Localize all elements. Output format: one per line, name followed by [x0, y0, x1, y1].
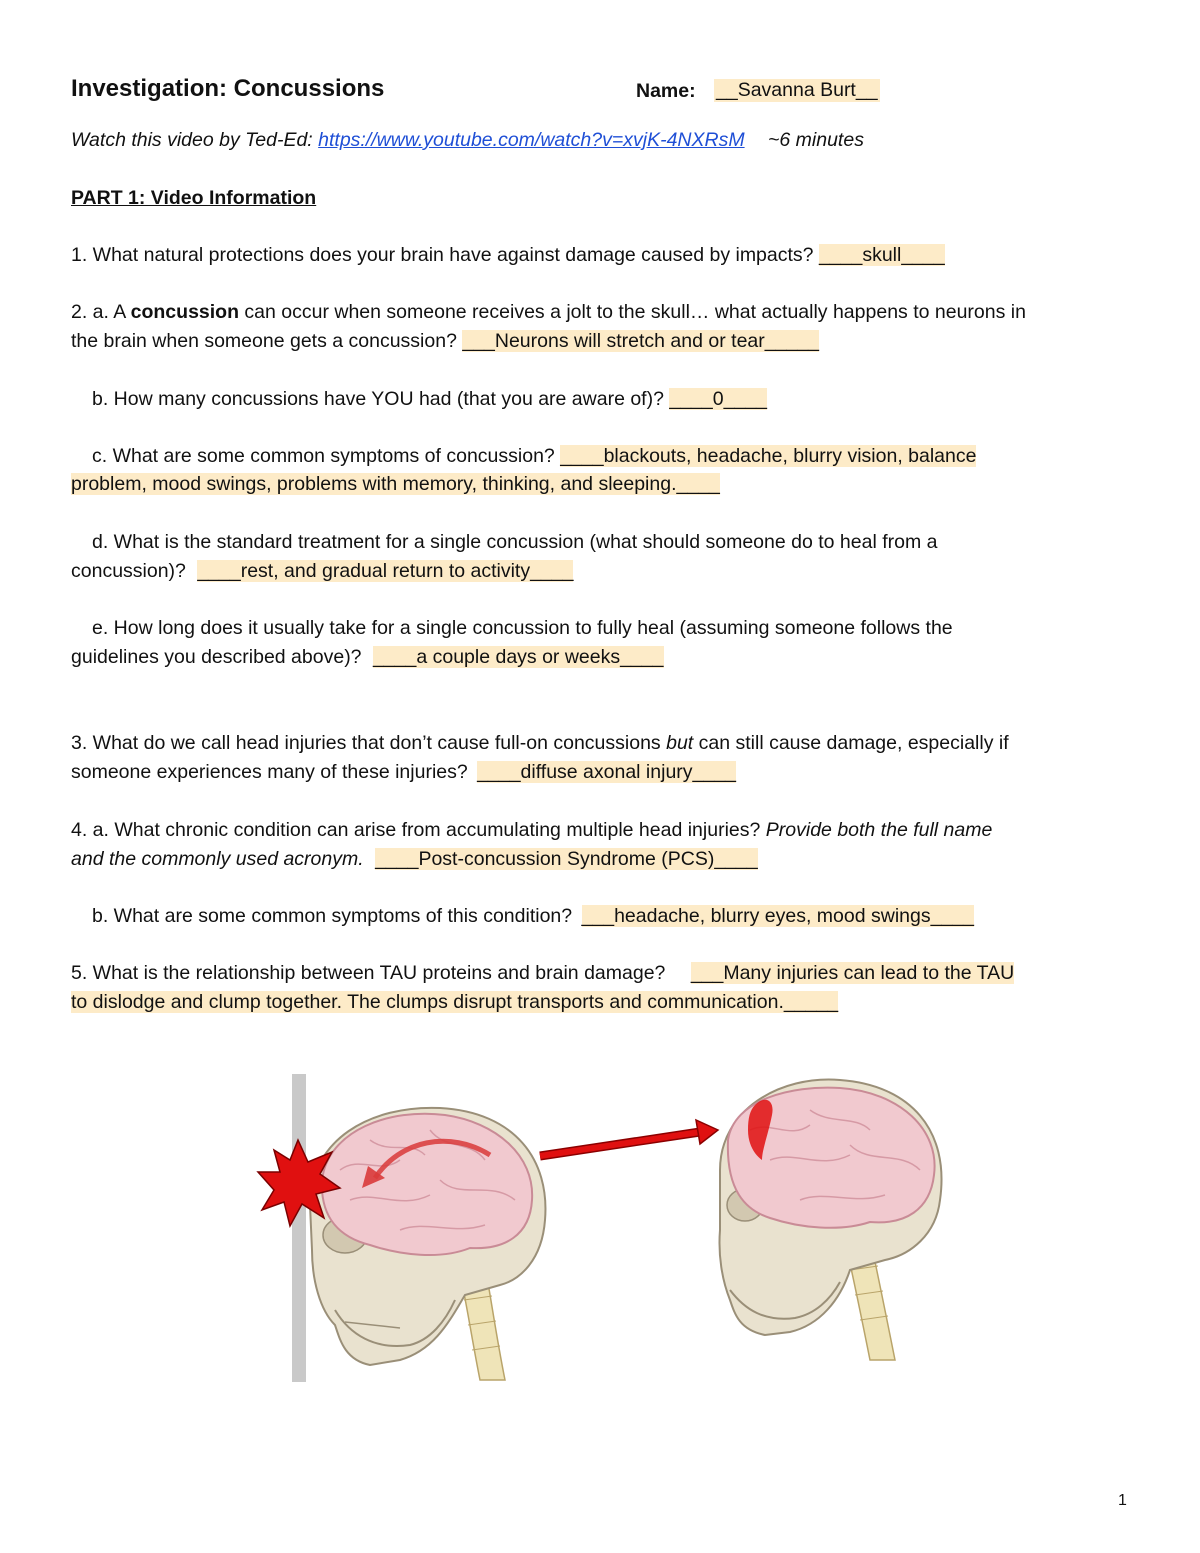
page-title: Investigation: Concussions: [71, 75, 385, 102]
question-4a-italic-2: and the commonly used acronym.: [71, 848, 364, 870]
question-4a-text: 4. a. What chronic condition can arise from accumulating multiple head injuries?: [71, 819, 761, 841]
question-2e-text-2: guidelines you described above)?: [71, 646, 362, 668]
intro-suffix: ~6 minutes: [768, 129, 864, 151]
page-number: 1: [1118, 1492, 1127, 1509]
question-1: [71, 243, 945, 267]
question-2a-prefix: 2. a. A: [71, 301, 126, 323]
question-3-text-b: but: [666, 732, 694, 754]
question-3-text-2: someone experiences many of these injuries?: [71, 761, 468, 783]
left-skull-brain: [310, 1108, 545, 1380]
answer-2c-line2: problem, mood swings, problems with memory, thinking, and sleeping.____: [71, 473, 720, 495]
question-1-text: 1. What natural protections does your brain have against damage caused by impacts?: [71, 244, 814, 266]
name-value: __Savanna Burt__: [716, 79, 878, 101]
question-2b: [92, 387, 767, 411]
question-2c-line2: [71, 472, 720, 496]
answer-5-line2: to dislodge and clump together. The clumps disrupt transports and communication._____: [71, 991, 839, 1013]
answer-5-line1: ___Many injuries can lead to the TAU: [690, 962, 1015, 984]
name-label: Name:: [636, 80, 696, 102]
question-2a-text: can occur when someone receives a jolt to the skull… what actually happens to neurons in: [244, 301, 1026, 323]
question-4a-italic: Provide both the full name: [765, 819, 993, 841]
question-3-text-a: 3. What do we call head injuries that don’t cause full-on concussions: [71, 732, 661, 754]
question-2a-line1: [71, 300, 1026, 324]
part-title: PART 1: Video Information: [71, 187, 317, 209]
question-2a-text-2: the brain when someone gets a concussion?: [71, 330, 457, 352]
question-2b-text: b. How many concussions have YOU had (that you are aware of)?: [92, 388, 664, 410]
question-2c: [92, 444, 976, 468]
answer-2e: ____a couple days or weeks____: [372, 646, 664, 668]
question-4b: [92, 904, 974, 928]
question-3-line1: [71, 731, 1009, 755]
concussion-illustration: [250, 1060, 970, 1400]
question-2a-keyword: concussion: [130, 301, 239, 323]
video-link[interactable]: https://www.youtube.com/watch?v=xvjK-4NXRsM: [318, 129, 745, 151]
question-2e-line1: e. How long does it usually take for a single concussion to fully heal (assuming someone follows the: [92, 617, 953, 639]
answer-4b: ___headache, blurry eyes, mood swings____: [581, 905, 974, 927]
question-2e-line2: [71, 645, 664, 669]
question-4b-text: b. What are some common symptoms of this condition?: [92, 905, 573, 927]
question-5: [71, 961, 1014, 985]
right-skull-brain: [719, 1080, 941, 1360]
answer-1: ____skull____: [818, 244, 945, 266]
question-3-line2: [71, 760, 736, 784]
question-2d-text-2: concussion)?: [71, 560, 186, 582]
answer-2b: ____0____: [669, 388, 767, 410]
answer-2a: ___Neurons will stretch and or tear_____: [462, 330, 819, 352]
answer-4a: ____Post-concussion Syndrome (PCS)____: [375, 848, 758, 870]
question-5-text: 5. What is the relationship between TAU proteins and brain damage?: [71, 962, 666, 984]
question-2c-text: c. What are some common symptoms of concussion?: [92, 445, 555, 467]
intro-line: [71, 128, 864, 152]
question-3-text-c: can still cause damage, especially if: [698, 732, 1009, 754]
question-2d-line2: [71, 559, 573, 583]
intro-prefix: Watch this video by Ted-Ed:: [71, 129, 313, 151]
answer-2d: ____rest, and gradual return to activity____: [197, 560, 574, 582]
answer-2c-line1: ____blackouts, headache, blurry vision, balance: [560, 445, 977, 467]
transition-arrow: [540, 1120, 718, 1156]
answer-3: ____diffuse axonal injury____: [477, 761, 736, 783]
question-2a-line2: [71, 329, 819, 353]
wall-graphic: [292, 1074, 306, 1382]
question-4a-line2: [71, 847, 758, 871]
question-2d-line1: d. What is the standard treatment for a single concussion (what should someone do to heal from a: [92, 531, 938, 553]
question-5-line2: [71, 990, 838, 1014]
question-4a-line1: [71, 818, 992, 842]
